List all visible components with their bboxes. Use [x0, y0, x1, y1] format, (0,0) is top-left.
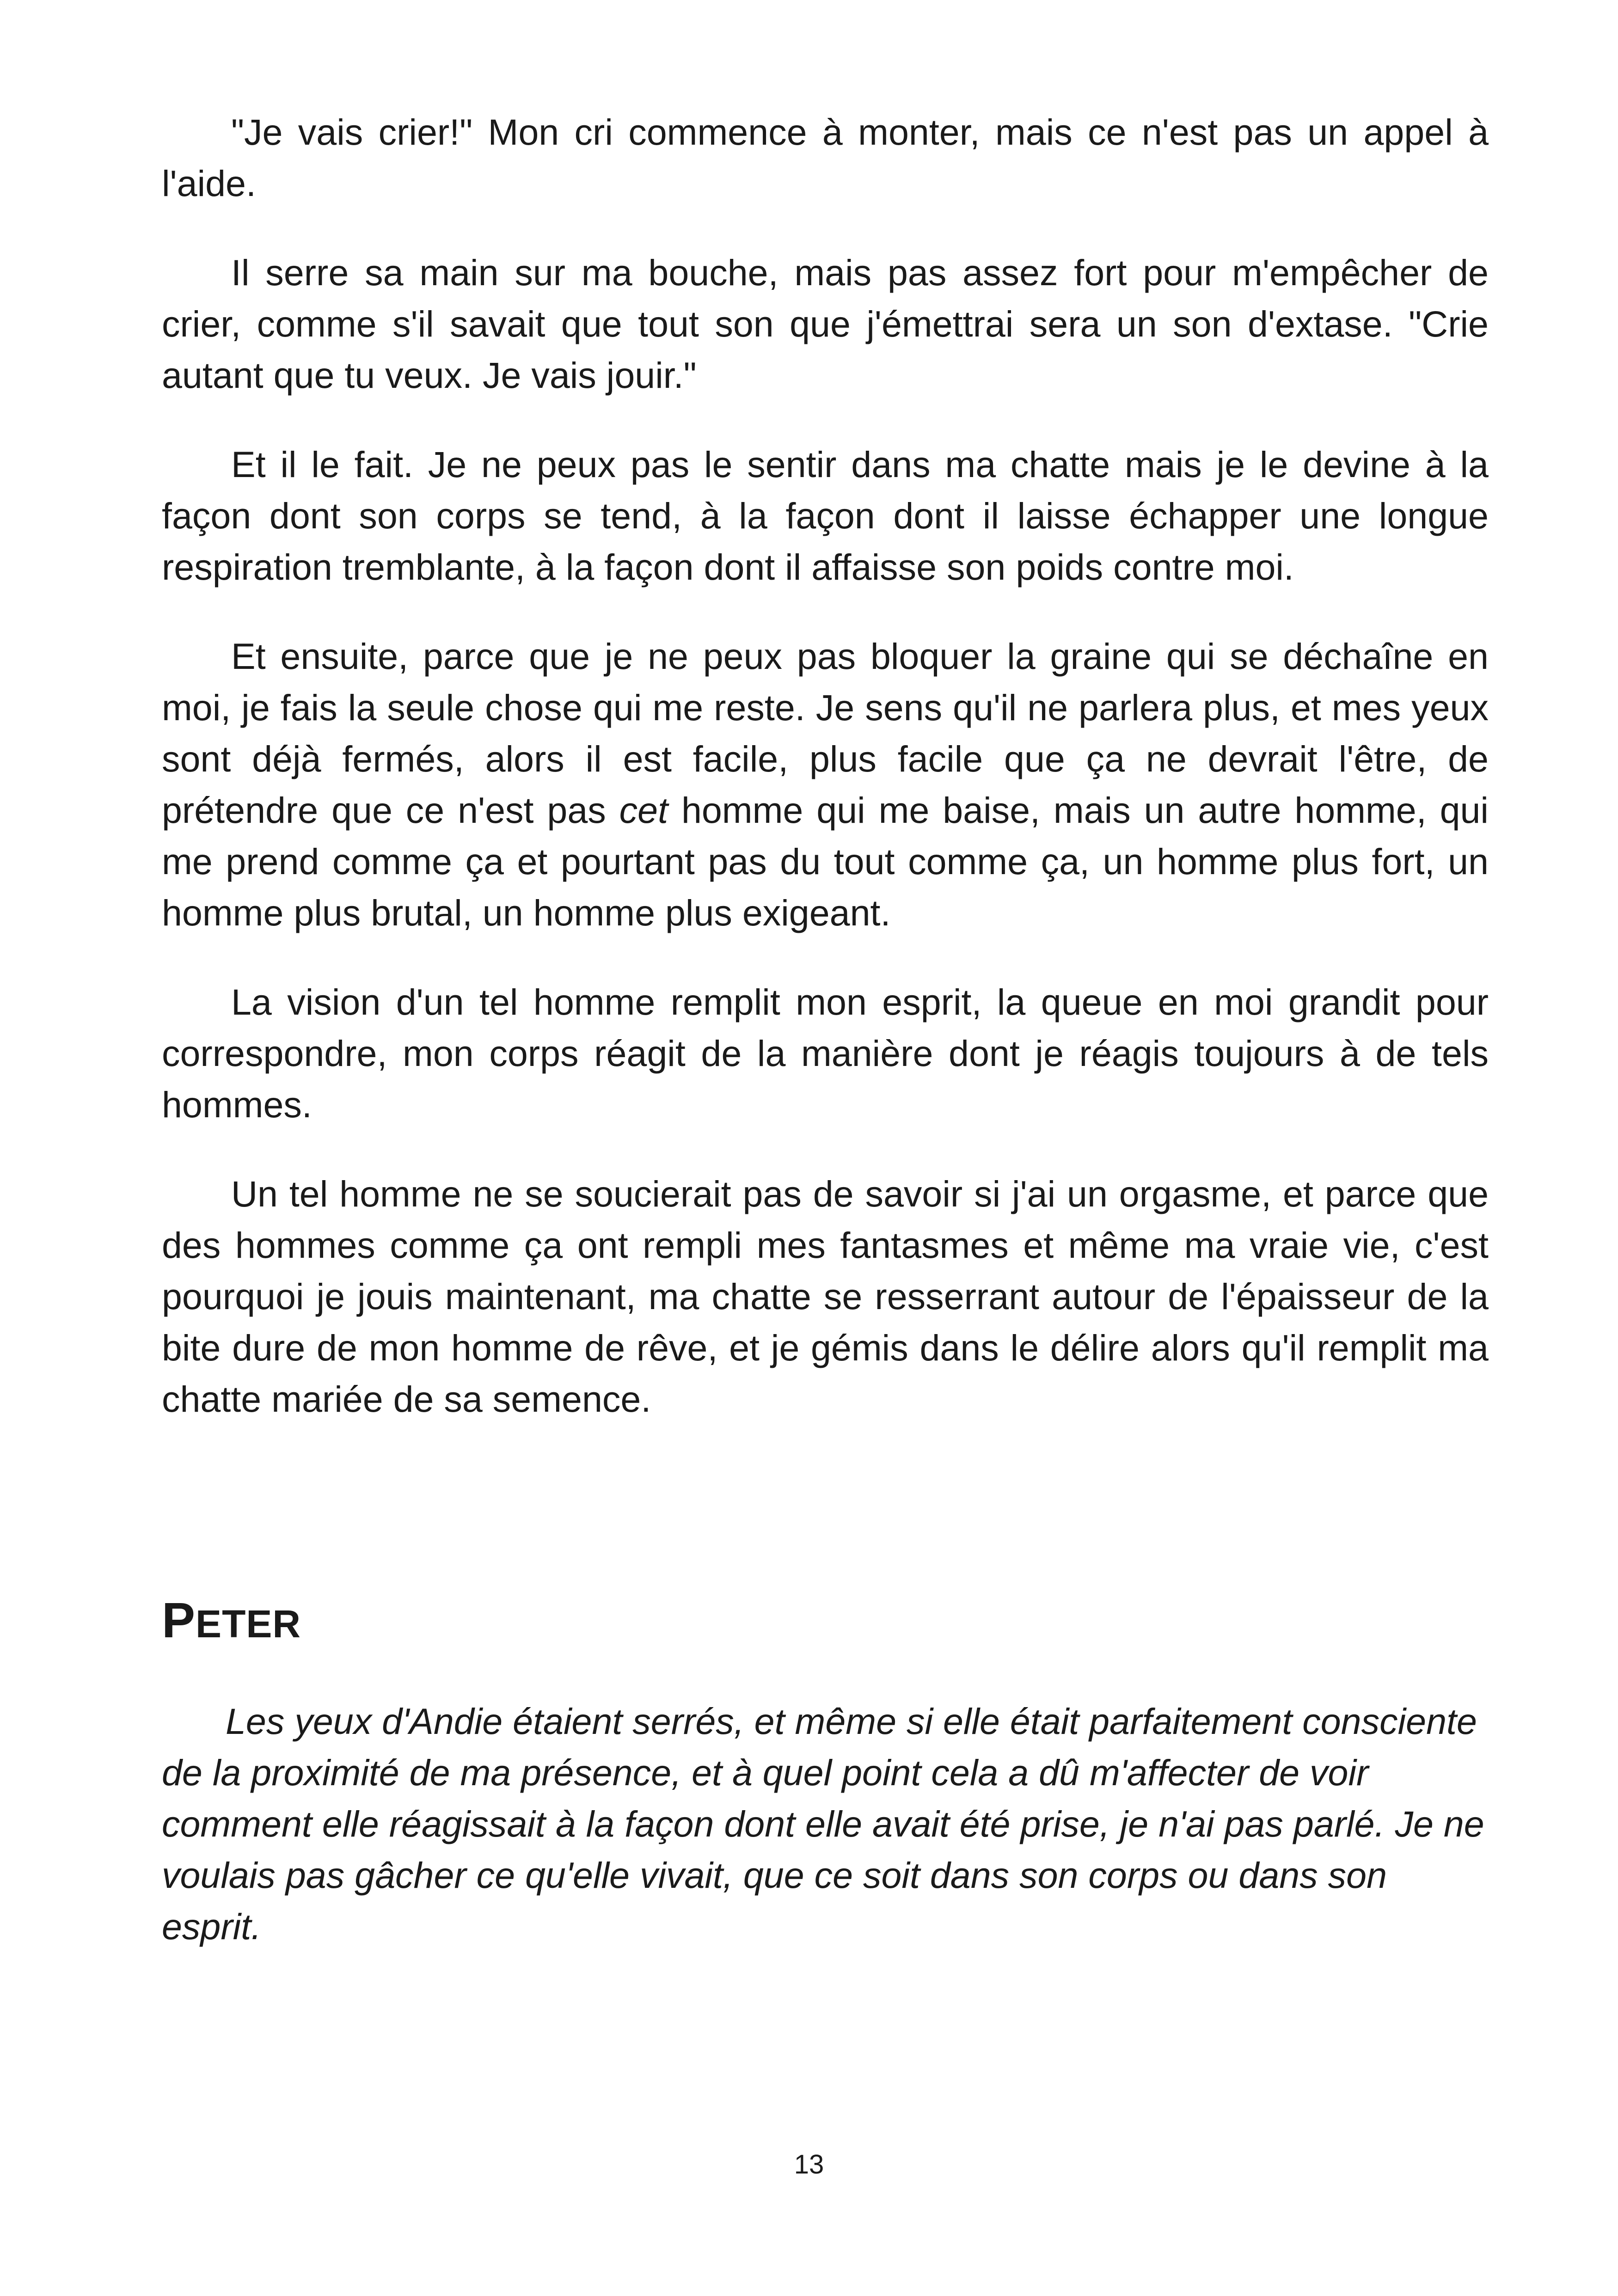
body-text — [162, 106, 1489, 1463]
paragraph-1: "Je vais crier!" Mon cri commence à monter, mais ce n'est pas un appel à l'aide. — [162, 111, 1489, 204]
section-heading — [162, 1590, 301, 1654]
paragraph-4 — [162, 631, 1489, 938]
paragraph-4-after: homme qui me baise, mais un autre homme, qui me prend comme ça et pourtant pas du tout comme ça, un homme plus fort, un homme plus brutal, un homme plus exigeant. — [162, 790, 1489, 933]
page-number: 13 — [794, 2149, 824, 2180]
paragraph-3: Et il le fait. Je ne peux pas le sentir dans ma chatte mais je le devine à la façon dont son corps se tend, à la façon dont il laisse échapper une longue respiration tremblante, à la façon dont il affaisse son poids contre moi. — [162, 444, 1489, 588]
paragraph-2: Il serre sa main sur ma bouche, mais pas assez fort pour m'empêcher de crier, comme s'il savait que tout son que j'émettrai sera un son d'extase. "Crie autant que tu veux. Je vais jouir." — [162, 252, 1489, 396]
section-heading-rest: ETER — [196, 1602, 301, 1646]
paragraph-5: La vision d'un tel homme remplit mon esprit, la queue en moi grandit pour correspondre, mon corps réagit de la manière dont je réagis toujours à de tels hommes. — [162, 981, 1489, 1125]
section-heading-initial: P — [162, 1592, 196, 1648]
italic-paragraph: Les yeux d'Andie étaient serrés, et même si elle était parfaitement consciente de la proximité de ma présence, et à quel point cela a dû m'affecter de voir comment elle réagissait à la façon dont elle avait été prise, je n'ai pas parlé. Je ne voulais pas gâcher ce qu'elle vivait, que ce soit dans son corps ou dans son esprit. — [162, 1701, 1484, 1947]
paragraph-4-before: Et ensuite, parce que je ne peux pas bloquer la graine qui se déchaîne en moi, je fais la seule chose qui me reste. Je sens qu'il ne parlera plus, et mes yeux sont déjà fermés, alors il est facile, plus facile que ça ne devrait l'être, de prétendre que ce n'est pas — [162, 636, 1489, 831]
paragraph-4-emphasis: cet — [619, 790, 668, 831]
paragraph-6: Un tel homme ne se soucierait pas de savoir si j'ai un orgasme, et parce que des hommes comme ça ont rempli mes fantasmes et même ma vraie vie, c'est pourquoi je jouis maintenant, ma chatte se resserrant autour de l'épaisseur de la bite dure de mon homme de rêve, et je gémis dans le délire alors qu'il remplit ma chatte mariée de sa semence. — [162, 1173, 1489, 1420]
